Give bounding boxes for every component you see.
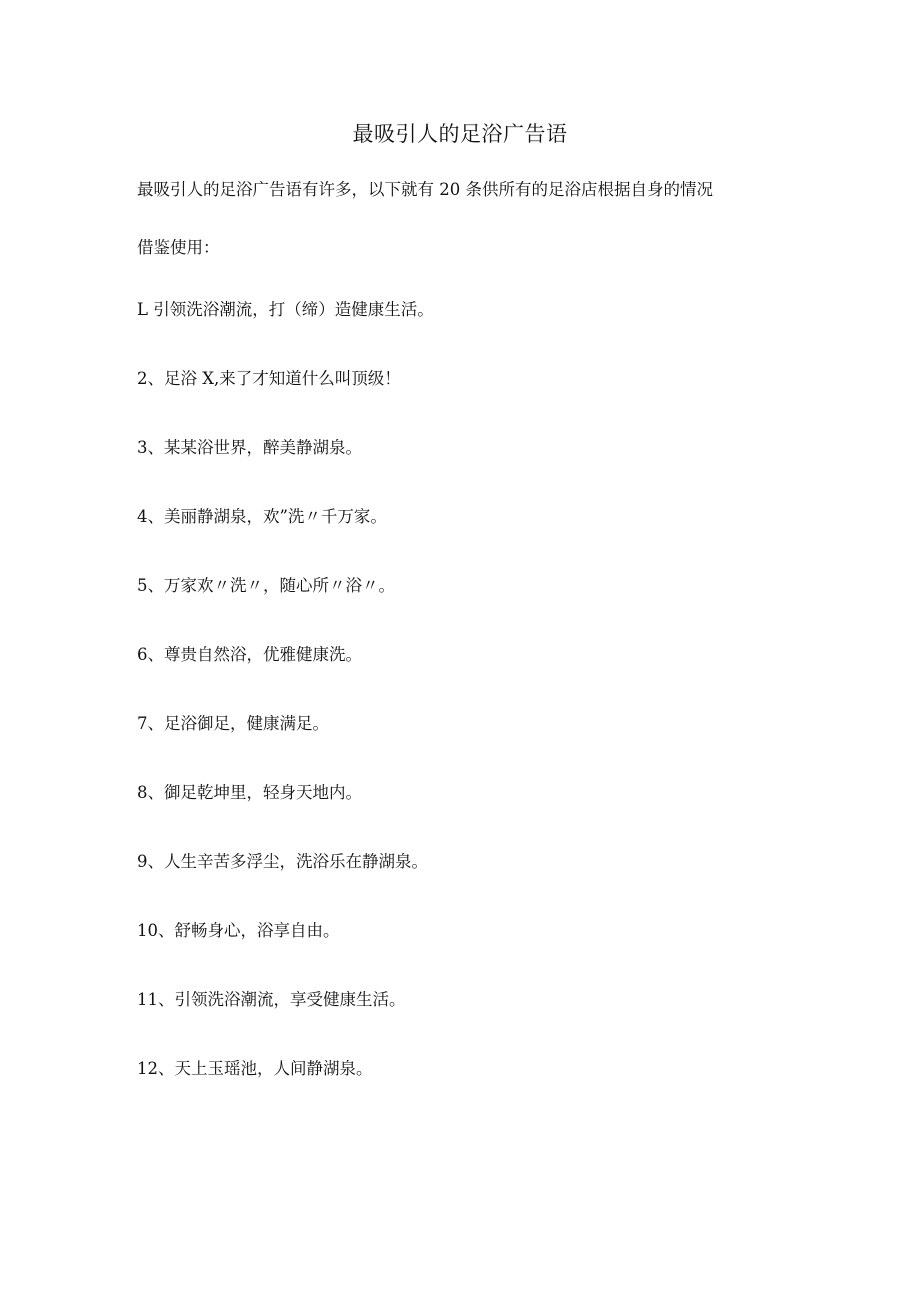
document-title: 最吸引人的足浴广告语 bbox=[352, 122, 568, 146]
list-item: 3、某某浴世界，醉美静湖泉。 bbox=[137, 438, 362, 457]
list-item: 8、御足乾坤里，轻身天地内。 bbox=[137, 783, 362, 802]
list-item: 5、万家欢〃洗〃，随心所〃浴〃。 bbox=[137, 576, 395, 595]
list-item: 10、舒畅身心，浴享自由。 bbox=[137, 921, 340, 940]
list-item: 7、足浴御足，健康满足。 bbox=[137, 714, 329, 733]
list-item: 11、引领洗浴潮流，享受健康生活。 bbox=[137, 990, 406, 1009]
intro-paragraph bbox=[137, 174, 797, 264]
list-item: 9、人生辛苦多浮尘，洗浴乐在静湖泉。 bbox=[137, 852, 428, 871]
slogan-list bbox=[137, 294, 797, 1122]
list-item: 4、美丽静湖泉，欢”洗〃千万家。 bbox=[137, 507, 387, 526]
list-item: 6、尊贵自然浴，优雅健康洗。 bbox=[137, 645, 362, 664]
list-item: 12、天上玉瑶池，人间静湖泉。 bbox=[137, 1059, 373, 1078]
intro-line-2: 借鉴使用： bbox=[137, 238, 220, 257]
list-item: 2、足浴 X,来了才知道什么叫顶级！ bbox=[137, 369, 401, 388]
intro-line-1: 最吸引人的足浴广告语有许多，以下就有 20 条供所有的足浴店根据自身的情况 bbox=[137, 180, 713, 199]
list-item: L 引领洗浴潮流，打（缔）造健康生活。 bbox=[137, 300, 434, 319]
